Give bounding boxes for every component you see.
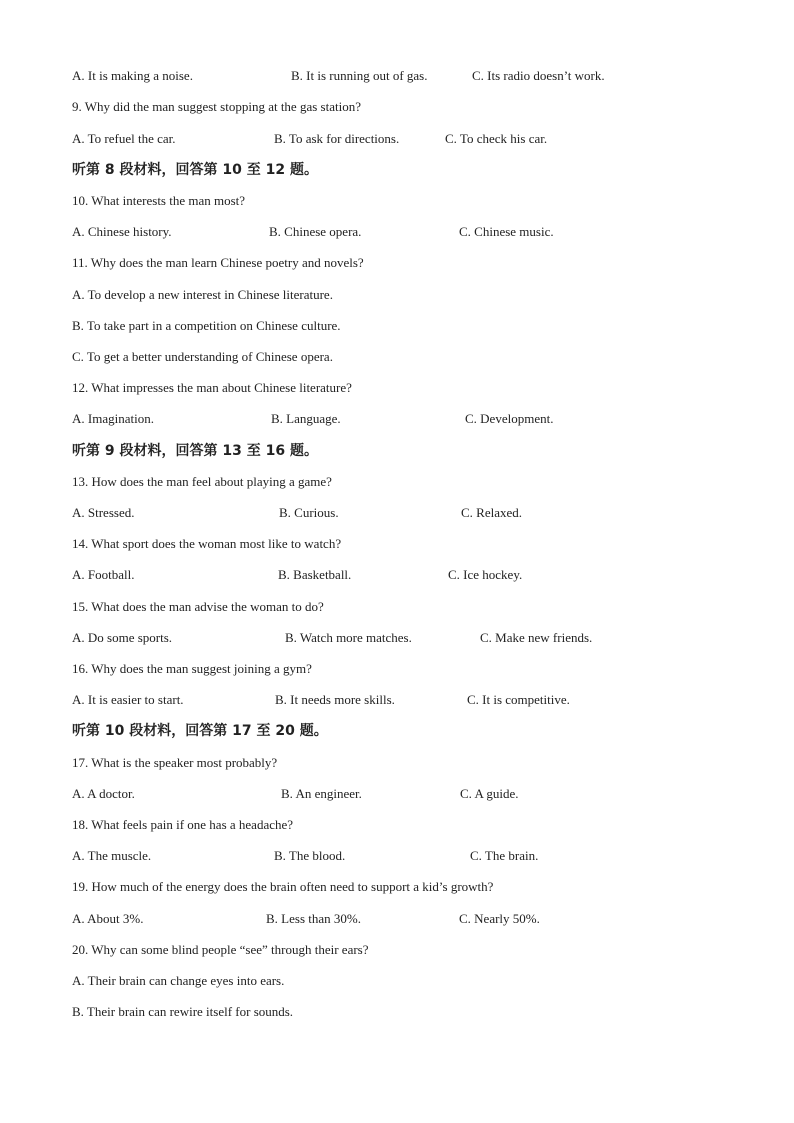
q10-option-b: B. Chinese opera. (269, 224, 362, 239)
q19-options-row (0, 909, 794, 929)
q14-options-row (0, 565, 794, 585)
section-9-heading-row (0, 441, 794, 461)
q18-option-a: A. The muscle. (72, 848, 152, 863)
q14-option-b: B. Basketball. (278, 567, 352, 582)
q16-option-c: C. It is competitive. (467, 692, 570, 707)
q20-question: 20. Why can some blind people “see” through their ears? (72, 942, 369, 957)
q11-option-b: B. To take part in a competition on Chinese culture. (72, 318, 341, 333)
q12-option-a: A. Imagination. (72, 411, 154, 426)
q9-option-a: A. To refuel the car. (72, 131, 176, 146)
q11-question: 11. Why does the man learn Chinese poetry and novels? (72, 255, 364, 270)
q9-question: 9. Why did the man suggest stopping at the gas station? (72, 99, 361, 114)
section-8-heading: 听第 8 段材料，回答第 10 至 12 题。 (72, 162, 318, 178)
q14-option-a: A. Football. (72, 567, 135, 582)
q14-question-row (0, 534, 794, 554)
q19-option-b: B. Less than 30%. (266, 911, 361, 926)
q17-question-row (0, 753, 794, 773)
q19-question: 19. How much of the energy does the brain often need to support a kid’s growth? (72, 879, 494, 894)
q14-option-c: C. Ice hockey. (448, 567, 523, 582)
q18-options-row (0, 846, 794, 866)
q18-question: 18. What feels pain if one has a headache? (72, 817, 294, 832)
q12-option-b: B. Language. (271, 411, 341, 426)
q20-option-b-row (0, 1002, 794, 1022)
q9-option-b: B. To ask for directions. (274, 131, 400, 146)
q15-option-c: C. Make new friends. (480, 630, 593, 645)
section-9-heading: 听第 9 段材料，回答第 13 至 16 题。 (72, 443, 318, 459)
q16-question-row (0, 659, 794, 679)
q19-question-row (0, 877, 794, 897)
q15-option-b: B. Watch more matches. (285, 630, 412, 645)
q10-question: 10. What interests the man most? (72, 193, 246, 208)
q15-options-row (0, 628, 794, 648)
q17-options-row (0, 784, 794, 804)
q13-options-row (0, 503, 794, 523)
q16-option-b: B. It needs more skills. (275, 692, 395, 707)
q17-option-a: A. A doctor. (72, 786, 135, 801)
section-10-heading: 听第 10 段材料，回答第 17 至 20 题。 (72, 723, 328, 739)
q11-option-b-row (0, 316, 794, 336)
q11-option-c: C. To get a better understanding of Chinese opera. (72, 349, 333, 364)
q20-option-a-row (0, 971, 794, 991)
q18-option-c: C. The brain. (470, 848, 539, 863)
q15-question: 15. What does the man advise the woman to do? (72, 599, 324, 614)
q11-option-a: A. To develop a new interest in Chinese literature. (72, 287, 333, 302)
q17-question: 17. What is the speaker most probably? (72, 755, 278, 770)
q11-option-c-row (0, 347, 794, 367)
q15-question-row (0, 597, 794, 617)
q11-question-row (0, 253, 794, 273)
q13-option-c: C. Relaxed. (461, 505, 523, 520)
q13-question: 13. How does the man feel about playing a game? (72, 474, 332, 489)
q18-option-b: B. The blood. (274, 848, 346, 863)
q12-question-row (0, 378, 794, 398)
q19-option-c: C. Nearly 50%. (459, 911, 540, 926)
q20-question-row (0, 940, 794, 960)
q9-question-row (0, 97, 794, 117)
q18-question-row (0, 815, 794, 835)
q9-option-c: C. To check his car. (445, 131, 548, 146)
q8-option-c: C. Its radio doesn’t work. (472, 68, 605, 83)
q10-option-c: C. Chinese music. (459, 224, 554, 239)
q12-option-c: C. Development. (465, 411, 554, 426)
q14-question: 14. What sport does the woman most like to watch? (72, 536, 342, 551)
q20-option-a: A. Their brain can change eyes into ears. (72, 973, 285, 988)
q16-question: 16. Why does the man suggest joining a gym? (72, 661, 312, 676)
q17-option-c: C. A guide. (460, 786, 519, 801)
q10-question-row (0, 191, 794, 211)
q8-option-a: A. It is making a noise. (72, 68, 193, 83)
q11-option-a-row (0, 285, 794, 305)
q9-options-row (0, 129, 794, 149)
q15-option-a: A. Do some sports. (72, 630, 173, 645)
q16-options-row (0, 690, 794, 710)
q10-option-a: A. Chinese history. (72, 224, 172, 239)
section-8-heading-row (0, 160, 794, 180)
q12-options-row (0, 409, 794, 429)
q17-option-b: B. An engineer. (281, 786, 362, 801)
q13-option-b: B. Curious. (279, 505, 339, 520)
q8-option-b: B. It is running out of gas. (291, 68, 428, 83)
q19-option-a: A. About 3%. (72, 911, 144, 926)
q12-question: 12. What impresses the man about Chinese literature? (72, 380, 352, 395)
q13-question-row (0, 472, 794, 492)
q13-option-a: A. Stressed. (72, 505, 135, 520)
q8-options-row (0, 66, 794, 86)
q20-option-b: B. Their brain can rewire itself for sounds. (72, 1004, 294, 1019)
section-10-heading-row (0, 721, 794, 741)
q10-options-row (0, 222, 794, 242)
q16-option-a: A. It is easier to start. (72, 692, 184, 707)
